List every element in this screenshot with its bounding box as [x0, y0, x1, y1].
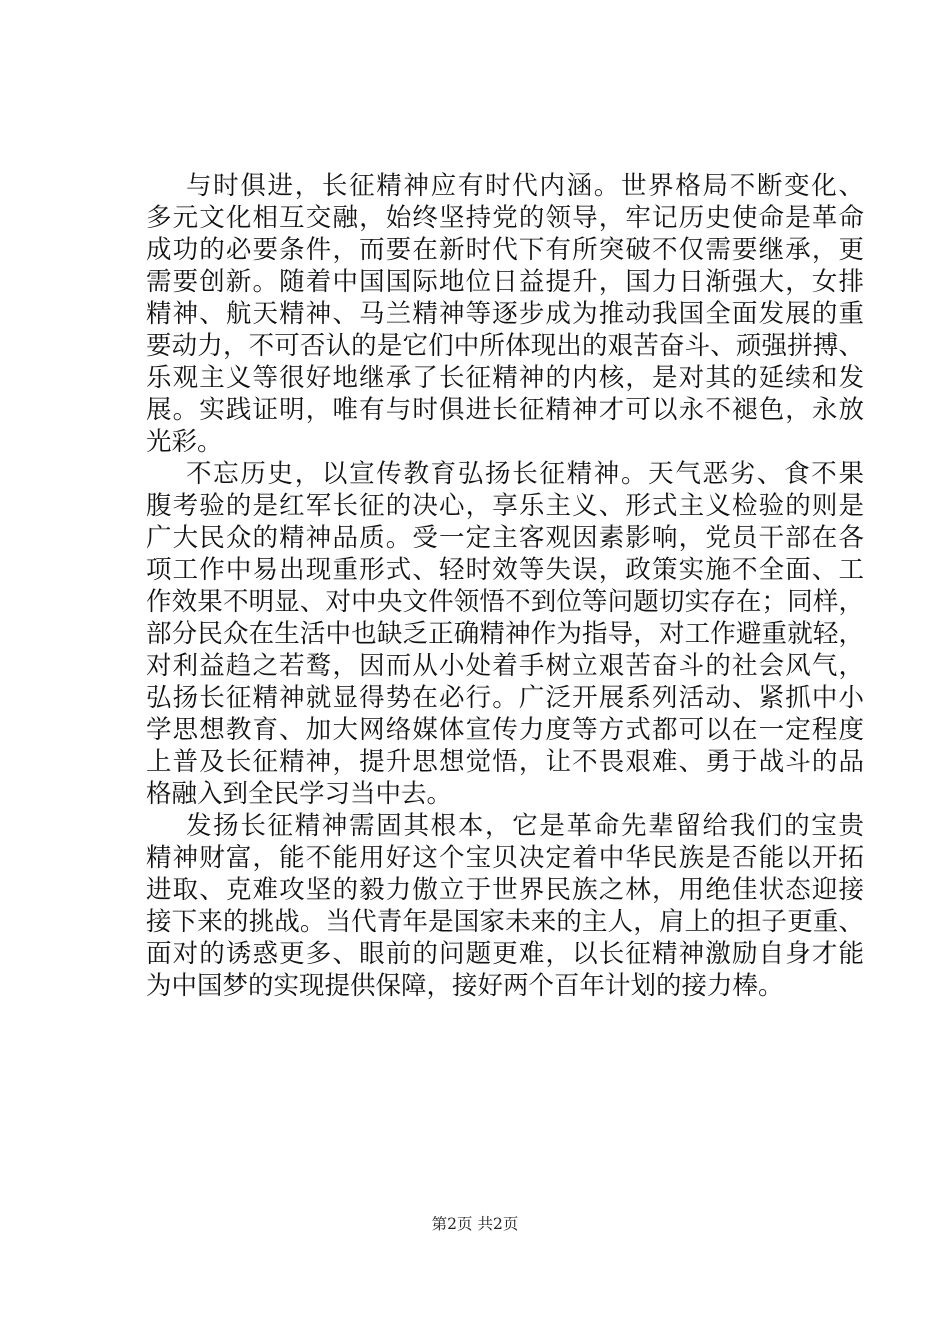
- paragraph-line: 精神财富，能不能用好这个宝贝决定着中华民族是否能以开拓: [146, 843, 864, 873]
- paragraph-line: 精神、航天精神、马兰精神等逐步成为推动我国全面发展的重: [146, 299, 864, 329]
- paragraph-line: 作效果不明显、对中央文件领悟不到位等问题切实存在；同样，: [146, 587, 864, 617]
- paragraph-line: 项工作中易出现重形式、轻时效等失误，政策实施不全面、工: [146, 555, 864, 585]
- paragraph: [146, 810, 864, 1002]
- paragraph-line: 对利益趋之若鹜，因而从小处着手树立艰苦奋斗的社会风气，: [146, 651, 864, 681]
- paragraph-line: 要动力，不可否认的是它们中所体现出的艰苦奋斗、顽强拼搏、: [146, 331, 864, 361]
- paragraph-line: 需要创新。随着中国国际地位日益提升，国力日渐强大，女排: [146, 267, 864, 297]
- document-body: [146, 170, 864, 1002]
- paragraph-line: 学思想教育、加大网络媒体宣传力度等方式都可以在一定程度: [146, 715, 864, 745]
- paragraph-line: 上普及长征精神，提升思想觉悟，让不畏艰难、勇于战斗的品: [146, 747, 864, 777]
- paragraph-line: 成功的必要条件，而要在新时代下有所突破不仅需要继承，更: [146, 235, 864, 265]
- paragraph-line: 腹考验的是红军长征的决心，享乐主义、形式主义检验的则是: [146, 491, 864, 521]
- page-number: 第2页 共2页: [431, 1215, 519, 1233]
- paragraph: [146, 170, 864, 458]
- paragraph: [146, 458, 864, 810]
- paragraph-line: 多元文化相互交融，始终坚持党的领导，牢记历史使命是革命: [146, 203, 864, 233]
- paragraph-line: 与时俱进，长征精神应有时代内涵。世界格局不断变化、: [186, 171, 864, 201]
- paragraph-line: 乐观主义等很好地继承了长征精神的内核，是对其的延续和发: [146, 363, 864, 393]
- paragraph-line: 展。实践证明，唯有与时俱进长征精神才可以永不褪色，永放: [146, 395, 864, 425]
- paragraph-line: 为中国梦的实现提供保障，接好两个百年计划的接力棒。: [146, 971, 784, 1001]
- paragraph-line: 部分民众在生活中也缺乏正确精神作为指导，对工作避重就轻，: [146, 619, 864, 649]
- paragraph-line: 接下来的挑战。当代青年是国家未来的主人，肩上的担子更重、: [146, 907, 864, 937]
- paragraph-line: 格融入到全民学习当中去。: [146, 779, 453, 809]
- paragraph-line: 面对的诱惑更多、眼前的问题更难，以长征精神激励自身才能: [146, 939, 864, 969]
- paragraph-line: 弘扬长征精神就显得势在必行。广泛开展系列活动、紧抓中小: [146, 683, 864, 713]
- paragraph-line: 进取、克难攻坚的毅力傲立于世界民族之林，用绝佳状态迎接: [146, 875, 864, 905]
- paragraph-line: 光彩。: [146, 427, 223, 457]
- paragraph-line: 不忘历史，以宣传教育弘扬长征精神。天气恶劣、食不果: [186, 459, 864, 489]
- paragraph-line: 广大民众的精神品质。受一定主客观因素影响，党员干部在各: [146, 523, 864, 553]
- paragraph-line: 发扬长征精神需固其根本，它是革命先辈留给我们的宝贵: [186, 811, 864, 841]
- page-footer: [0, 1214, 950, 1234]
